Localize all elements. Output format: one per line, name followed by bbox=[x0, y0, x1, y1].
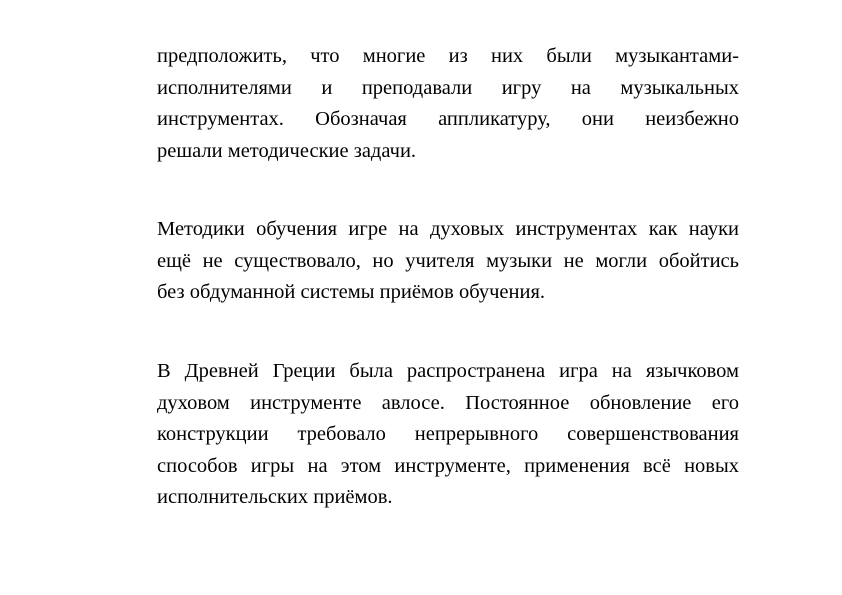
paragraph-1 bbox=[157, 41, 739, 167]
paragraph-line: ещё не существовало, но учителя музыки не могли обойтись bbox=[157, 249, 739, 272]
paragraph-line: В Древней Греции была распространена игра на язычковом bbox=[157, 360, 739, 382]
paragraph-line: инструментах. Обозначая аппликатуру, они неизбежно bbox=[157, 108, 739, 130]
paragraph-line: исполнительских приёмов. bbox=[157, 486, 393, 508]
paragraph-line: предположить, что многие из них были музыкантами- bbox=[157, 45, 739, 67]
paragraph-2 bbox=[157, 214, 739, 309]
paragraph-line: исполнителями и преподавали игру на музыкальных bbox=[157, 76, 739, 99]
paragraph-line: духовом инструменте авлосе. Постоянное обновление его bbox=[157, 391, 739, 414]
paragraph-line: способов игры на этом инструменте, применения всё новых bbox=[157, 454, 739, 477]
paragraph-line: решали методические задачи. bbox=[157, 139, 417, 162]
paragraph-line: конструкции требовало непрерывного совершенствования bbox=[157, 423, 739, 445]
paragraph-3 bbox=[157, 356, 739, 514]
paragraph-line: Методики обучения игре на духовых инструментах как науки bbox=[157, 218, 739, 240]
paragraph-line: без обдуманной системы приёмов обучения. bbox=[157, 281, 545, 303]
